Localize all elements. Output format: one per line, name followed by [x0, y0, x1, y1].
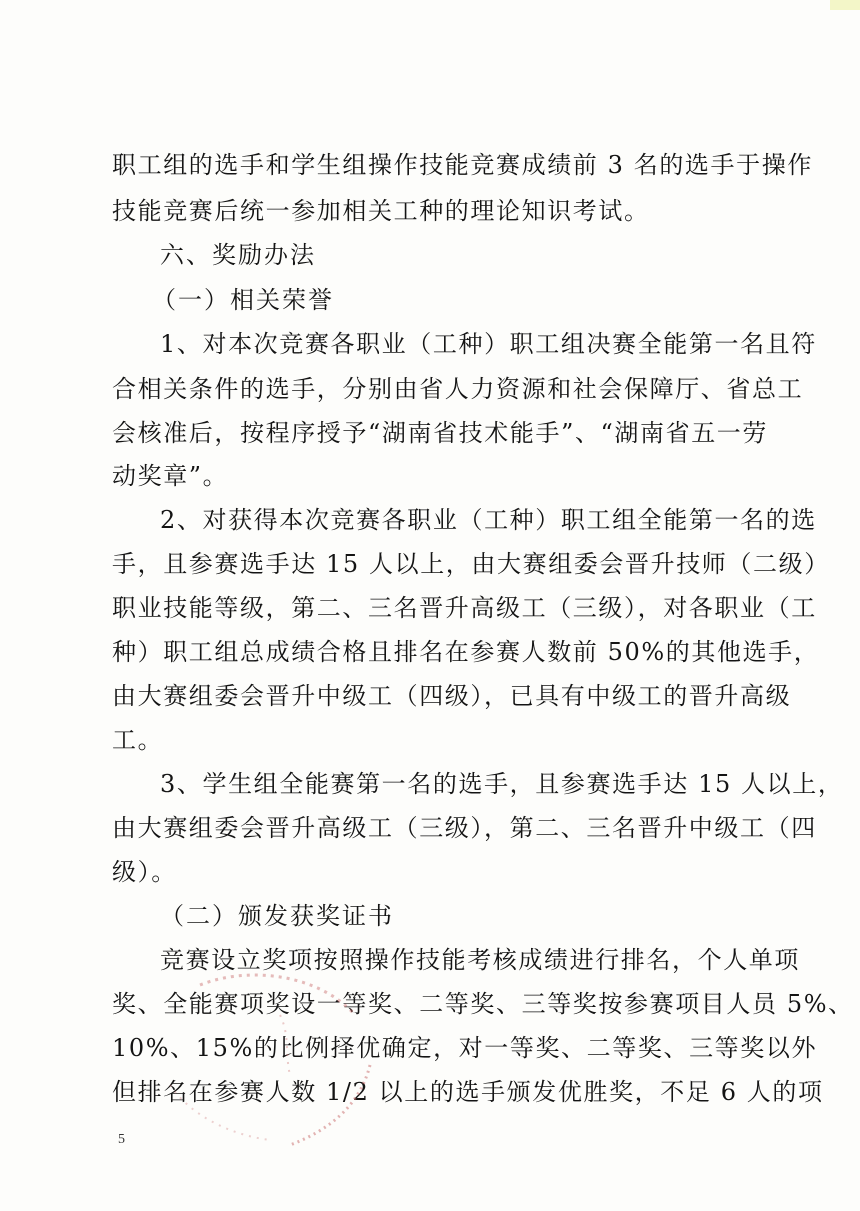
paragraph-line-7: 会核准后，按程序授予“湖南省技术能手”、“湖南省五一劳 [112, 419, 769, 447]
paragraph-line-19: 竞赛设立奖项按照操作技能考核成绩进行排名，个人单项 [160, 946, 800, 974]
corner-mark [830, 0, 860, 10]
paragraph-line-5: 1、对本次竞赛各职业（工种）职工组决赛全能第一名且符 [160, 330, 817, 358]
paragraph-line-22: 但排名在参赛人数 1/2 以上的选手颁发优胜奖，不足 6 人的项 [112, 1078, 824, 1106]
paragraph-line-9: 2、对获得本次竞赛各职业（工种）职工组全能第一名的选 [160, 506, 817, 534]
paragraph-line-15: 3、学生组全能赛第一名的选手，且参赛选手达 15 人以上， [160, 770, 844, 798]
paragraph-line-11: 职业技能等级，第二、三名晋升高级工（三级），对各职业（工 [112, 594, 817, 622]
page-number: 5 [118, 1132, 125, 1147]
paragraph-line-20: 奖、全能赛项奖设一等奖、二等奖、三等奖按参赛项目人员 5%、 [112, 990, 854, 1018]
paragraph-line-21: 10%、15%的比例择优确定，对一等奖、二等奖、三等奖以外 [112, 1034, 818, 1062]
subsection-heading-certificates: （二）颁发获奖证书 [160, 902, 394, 930]
paragraph-line-17: 级）。 [112, 858, 177, 886]
paragraph-line-6: 合相关条件的选手，分别由省人力资源和社会保障厅、省总工 [112, 375, 804, 403]
paragraph-line-10: 手，且参赛选手达 15 人以上，由大赛组委会晋升技师（二级） [112, 550, 830, 578]
subsection-heading-honors: （一）相关荣誉 [152, 286, 334, 314]
paragraph-line-13: 由大赛组委会晋升中级工（四级），已具有中级工的晋升高级 [112, 682, 792, 710]
paragraph-line-8: 动奖章”。 [112, 462, 229, 490]
paragraph-line-1: 职工组的选手和学生组操作技能竞赛成绩前 3 名的选手于操作 [112, 151, 813, 179]
paragraph-line-16: 由大赛组委会晋升高级工（三级），第二、三名晋升中级工（四 [112, 814, 817, 842]
paragraph-line-2: 技能竞赛后统一参加相关工种的理论知识考试。 [112, 197, 650, 225]
paragraph-line-12: 种）职工组总成绩合格且排名在参赛人数前 50%的其他选手， [112, 638, 820, 666]
paragraph-line-14: 工。 [112, 726, 164, 754]
section-heading-rewards: 六、奖励办法 [160, 241, 316, 269]
